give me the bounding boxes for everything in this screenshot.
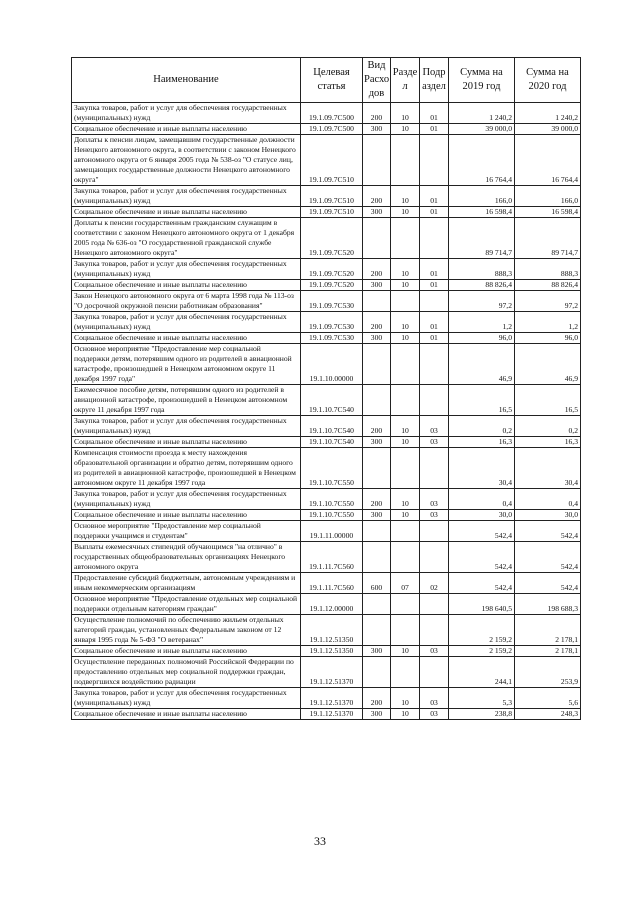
cell-sum-2019: 542,4 [449,521,515,542]
cell-target-article: 19.1.11.7С560 [301,542,363,573]
table-row [72,448,581,489]
cell-sum-2020: 97,2 [515,291,581,312]
cell-expense-type [363,615,391,646]
table-row [72,207,581,218]
cell-subsection [420,542,449,573]
cell-name: Предоставление субсидий бюджетным, автономным учреждениям и иным некоммерческим организациям [72,573,301,594]
cell-sum-2020: 88 826,4 [515,280,581,291]
cell-target-article: 19.1.11.00000 [301,521,363,542]
cell-target-article: 19.1.12.51370 [301,709,363,720]
cell-name: Основное мероприятие "Предоставление отдельных мер социальной поддержки отдельным категориям граждан" [72,594,301,615]
table-row [72,344,581,385]
table-row [72,437,581,448]
header-section: Разде л [391,58,420,103]
cell-expense-type: 200 [363,312,391,333]
cell-subsection: 01 [420,280,449,291]
cell-name: Основное мероприятие "Предоставление мер социальной поддержки детям, потерявшим одного из родителей в авиационной катастрофе, произошедшей в Ненецком автономном округе 11 декабря 1997 года" [72,344,301,385]
cell-expense-type: 200 [363,103,391,124]
table-row [72,489,581,510]
cell-subsection [420,135,449,186]
cell-subsection: 03 [420,688,449,709]
cell-target-article: 19.1.10.7С550 [301,448,363,489]
cell-subsection [420,385,449,416]
cell-target-article: 19.1.09.7С500 [301,103,363,124]
cell-target-article: 19.1.10.7С550 [301,510,363,521]
cell-expense-type: 200 [363,186,391,207]
cell-section [391,218,420,259]
cell-subsection: 03 [420,489,449,510]
table-row [72,259,581,280]
cell-subsection [420,448,449,489]
cell-target-article: 19.1.09.7С530 [301,312,363,333]
cell-sum-2020: 2 178,1 [515,646,581,657]
cell-section [391,542,420,573]
cell-subsection [420,291,449,312]
cell-section: 10 [391,709,420,720]
cell-expense-type [363,291,391,312]
cell-section [391,291,420,312]
cell-target-article: 19.1.09.7С530 [301,333,363,344]
cell-section [391,448,420,489]
cell-target-article: 19.1.09.7С510 [301,186,363,207]
cell-sum-2019: 1 240,2 [449,103,515,124]
cell-sum-2019: 46,9 [449,344,515,385]
table-row [72,333,581,344]
cell-subsection: 03 [420,416,449,437]
cell-name: Осуществление полномочий по обеспечению жильем отдельных категорий граждан, установленных Федеральным законом от 12 января 1995 года № 5-ФЗ "О ветеранах" [72,615,301,646]
cell-section [391,135,420,186]
table-row [72,709,581,720]
cell-name: Закупка товаров, работ и услуг для обеспечения государственных (муниципальных) нужд [72,259,301,280]
table-row [72,646,581,657]
cell-name: Социальное обеспечение и иные выплаты населению [72,709,301,720]
cell-expense-type: 300 [363,646,391,657]
cell-sum-2019: 1,2 [449,312,515,333]
table-row [72,615,581,646]
cell-section [391,385,420,416]
cell-target-article: 19.1.10.7С540 [301,437,363,448]
cell-sum-2020: 5,6 [515,688,581,709]
cell-subsection: 01 [420,207,449,218]
cell-section: 10 [391,489,420,510]
cell-subsection: 01 [420,259,449,280]
table-row [72,657,581,688]
cell-expense-type: 300 [363,333,391,344]
cell-sum-2020: 248,3 [515,709,581,720]
cell-sum-2020: 1,2 [515,312,581,333]
cell-sum-2019: 542,4 [449,542,515,573]
cell-sum-2020: 46,9 [515,344,581,385]
cell-expense-type [363,594,391,615]
cell-sum-2020: 1 240,2 [515,103,581,124]
table-row [72,312,581,333]
table-row [72,510,581,521]
cell-subsection [420,218,449,259]
table-row [72,688,581,709]
cell-sum-2019: 16,5 [449,385,515,416]
cell-sum-2020: 30,4 [515,448,581,489]
cell-sum-2020: 16,5 [515,385,581,416]
cell-sum-2019: 97,2 [449,291,515,312]
table-row [72,218,581,259]
cell-name: Социальное обеспечение и иные выплаты населению [72,646,301,657]
table-row [72,416,581,437]
cell-name: Социальное обеспечение и иные выплаты населению [72,510,301,521]
cell-sum-2020: 30,0 [515,510,581,521]
cell-sum-2019: 88 826,4 [449,280,515,291]
cell-target-article: 19.1.09.7С520 [301,259,363,280]
cell-section: 10 [391,186,420,207]
cell-sum-2020: 198 688,3 [515,594,581,615]
cell-sum-2019: 542,4 [449,573,515,594]
cell-sum-2020: 542,4 [515,542,581,573]
cell-sum-2020: 39 000,0 [515,124,581,135]
cell-target-article: 19.1.10.7С540 [301,416,363,437]
cell-section [391,594,420,615]
cell-section [391,615,420,646]
cell-sum-2019: 888,3 [449,259,515,280]
cell-sum-2019: 198 640,5 [449,594,515,615]
cell-subsection: 01 [420,312,449,333]
cell-expense-type: 200 [363,416,391,437]
cell-sum-2019: 166,0 [449,186,515,207]
cell-name: Закупка товаров, работ и услуг для обеспечения государственных (муниципальных) нужд [72,103,301,124]
cell-name: Закон Ненецкого автономного округа от 6 марта 1998 года № 113-оз "О досрочной окружной пенсии работникам образования" [72,291,301,312]
cell-subsection [420,594,449,615]
cell-section: 10 [391,312,420,333]
cell-section: 10 [391,510,420,521]
cell-expense-type: 300 [363,207,391,218]
table-row [72,103,581,124]
cell-name: Социальное обеспечение и иные выплаты населению [72,124,301,135]
cell-target-article: 19.1.09.7С510 [301,135,363,186]
cell-sum-2019: 0,4 [449,489,515,510]
cell-sum-2019: 16 598,4 [449,207,515,218]
cell-expense-type [363,542,391,573]
budget-table [71,57,581,720]
cell-target-article: 19.1.12.51350 [301,615,363,646]
cell-name: Закупка товаров, работ и услуг для обеспечения государственных (муниципальных) нужд [72,688,301,709]
cell-subsection [420,344,449,385]
cell-name: Доплаты к пенсии лицам, замещавшим государственные должности Ненецкого автономного округа, в соответствии с законом Ненецкого автономного округа от 6 января 2005 года № 538-оз "О статусе лиц, замещающих государственные должности Ненецкого автономного округа" [72,135,301,186]
cell-expense-type: 300 [363,124,391,135]
cell-expense-type: 300 [363,709,391,720]
cell-sum-2020: 0,4 [515,489,581,510]
cell-sum-2019: 96,0 [449,333,515,344]
cell-name: Доплаты к пенсии государственным гражданским служащим в соответствии с законом Ненецкого автономного округа от 1 декабря 2005 года № 636-оз "О государственной гражданской службе Ненецкого автономного округа" [72,218,301,259]
cell-target-article: 19.1.11.7С560 [301,573,363,594]
cell-sum-2019: 5,3 [449,688,515,709]
cell-expense-type: 600 [363,573,391,594]
cell-name: Социальное обеспечение и иные выплаты населению [72,333,301,344]
cell-sum-2020: 888,3 [515,259,581,280]
cell-sum-2019: 89 714,7 [449,218,515,259]
header-sum-2019: Сумма на 2019 год [449,58,515,103]
header-expense-type: Вид Расхо дов [363,58,391,103]
cell-section: 10 [391,103,420,124]
cell-section: 10 [391,259,420,280]
cell-name: Социальное обеспечение и иные выплаты населению [72,207,301,218]
cell-expense-type: 300 [363,437,391,448]
cell-sum-2020: 542,4 [515,573,581,594]
table-row [72,124,581,135]
cell-target-article: 19.1.12.00000 [301,594,363,615]
cell-sum-2020: 16 598,4 [515,207,581,218]
table-row [72,135,581,186]
cell-name: Закупка товаров, работ и услуг для обеспечения государственных (муниципальных) нужд [72,312,301,333]
header-subsection: Подр аздел [420,58,449,103]
cell-section: 10 [391,688,420,709]
cell-name: Ежемесячное пособие детям, потерявшим одного из родителей в авиационной катастрофе, произошедшей в Ненецком автономном округе 11 декабря 1997 года [72,385,301,416]
cell-subsection [420,615,449,646]
cell-name: Закупка товаров, работ и услуг для обеспечения государственных (муниципальных) нужд [72,489,301,510]
cell-subsection: 03 [420,709,449,720]
cell-sum-2019: 30,0 [449,510,515,521]
cell-sum-2020: 89 714,7 [515,218,581,259]
cell-section: 10 [391,416,420,437]
cell-name: Закупка товаров, работ и услуг для обеспечения государственных (муниципальных) нужд [72,416,301,437]
cell-subsection: 03 [420,437,449,448]
cell-expense-type [363,448,391,489]
cell-expense-type: 300 [363,280,391,291]
cell-sum-2020: 253,9 [515,657,581,688]
cell-subsection: 03 [420,646,449,657]
cell-subsection: 03 [420,510,449,521]
cell-sum-2019: 30,4 [449,448,515,489]
table-row [72,291,581,312]
cell-subsection [420,657,449,688]
cell-subsection: 01 [420,124,449,135]
cell-sum-2020: 16 764,4 [515,135,581,186]
cell-sum-2019: 39 000,0 [449,124,515,135]
cell-name: Осуществление переданных полномочий Российской Федерации по предоставлению отдельных мер социальной поддержки граждан, подвергшихся воздействию радиации [72,657,301,688]
table-row [72,385,581,416]
cell-name: Выплаты ежемесячных стипендий обучающимся "на отлично" в государственных общеобразовательных организациях Ненецкого автономного округа [72,542,301,573]
cell-subsection: 01 [420,186,449,207]
table-row [72,280,581,291]
table-row [72,186,581,207]
cell-name: Социальное обеспечение и иные выплаты населению [72,280,301,291]
cell-expense-type: 200 [363,259,391,280]
cell-target-article: 19.1.09.7С520 [301,218,363,259]
cell-sum-2020: 2 178,1 [515,615,581,646]
table-header-row [72,58,581,103]
cell-name: Закупка товаров, работ и услуг для обеспечения государственных (муниципальных) нужд [72,186,301,207]
cell-expense-type [363,344,391,385]
cell-section: 10 [391,333,420,344]
cell-sum-2020: 16,3 [515,437,581,448]
cell-target-article: 19.1.12.51350 [301,646,363,657]
cell-expense-type [363,385,391,416]
cell-section: 10 [391,646,420,657]
cell-expense-type: 200 [363,489,391,510]
cell-sum-2019: 244,1 [449,657,515,688]
cell-section: 10 [391,437,420,448]
cell-sum-2019: 238,8 [449,709,515,720]
cell-subsection: 01 [420,103,449,124]
table-row [72,594,581,615]
cell-target-article: 19.1.12.51370 [301,657,363,688]
page-number: 33 [314,834,326,848]
cell-section [391,521,420,542]
header-target-article: Целевая статья [301,58,363,103]
header-sum-2020: Сумма на 2020 год [515,58,581,103]
header-name: Наименование [72,58,301,103]
cell-section [391,657,420,688]
cell-target-article: 19.1.10.7С540 [301,385,363,416]
cell-sum-2020: 542,4 [515,521,581,542]
table-row [72,521,581,542]
cell-target-article: 19.1.09.7С500 [301,124,363,135]
cell-subsection: 01 [420,333,449,344]
cell-expense-type [363,657,391,688]
cell-target-article: 19.1.09.7С520 [301,280,363,291]
cell-subsection [420,521,449,542]
table-row [72,542,581,573]
cell-expense-type [363,218,391,259]
cell-target-article: 19.1.09.7С510 [301,207,363,218]
cell-sum-2019: 0,2 [449,416,515,437]
cell-target-article: 19.1.10.00000 [301,344,363,385]
cell-section: 10 [391,124,420,135]
cell-sum-2020: 0,2 [515,416,581,437]
cell-section [391,344,420,385]
cell-section: 07 [391,573,420,594]
cell-expense-type: 300 [363,510,391,521]
cell-sum-2020: 96,0 [515,333,581,344]
cell-name: Компенсация стоимости проезда к месту нахождения образовательной организации и обратно детям, потерявшим одного из родителей в авиационной катастрофе, произошедшей в Ненецком автономном округе 11 декабря 1997 года [72,448,301,489]
cell-subsection: 02 [420,573,449,594]
cell-section: 10 [391,280,420,291]
table-row [72,573,581,594]
cell-sum-2019: 2 159,2 [449,646,515,657]
cell-sum-2019: 16 764,4 [449,135,515,186]
cell-sum-2020: 166,0 [515,186,581,207]
cell-expense-type: 200 [363,688,391,709]
cell-expense-type [363,521,391,542]
cell-sum-2019: 2 159,2 [449,615,515,646]
cell-name: Социальное обеспечение и иные выплаты населению [72,437,301,448]
cell-target-article: 19.1.12.51370 [301,688,363,709]
cell-section: 10 [391,207,420,218]
cell-sum-2019: 16,3 [449,437,515,448]
cell-expense-type [363,135,391,186]
cell-name: Основное мероприятие "Предоставление мер социальной поддержки учащимся и студентам" [72,521,301,542]
cell-target-article: 19.1.09.7С530 [301,291,363,312]
cell-target-article: 19.1.10.7С550 [301,489,363,510]
